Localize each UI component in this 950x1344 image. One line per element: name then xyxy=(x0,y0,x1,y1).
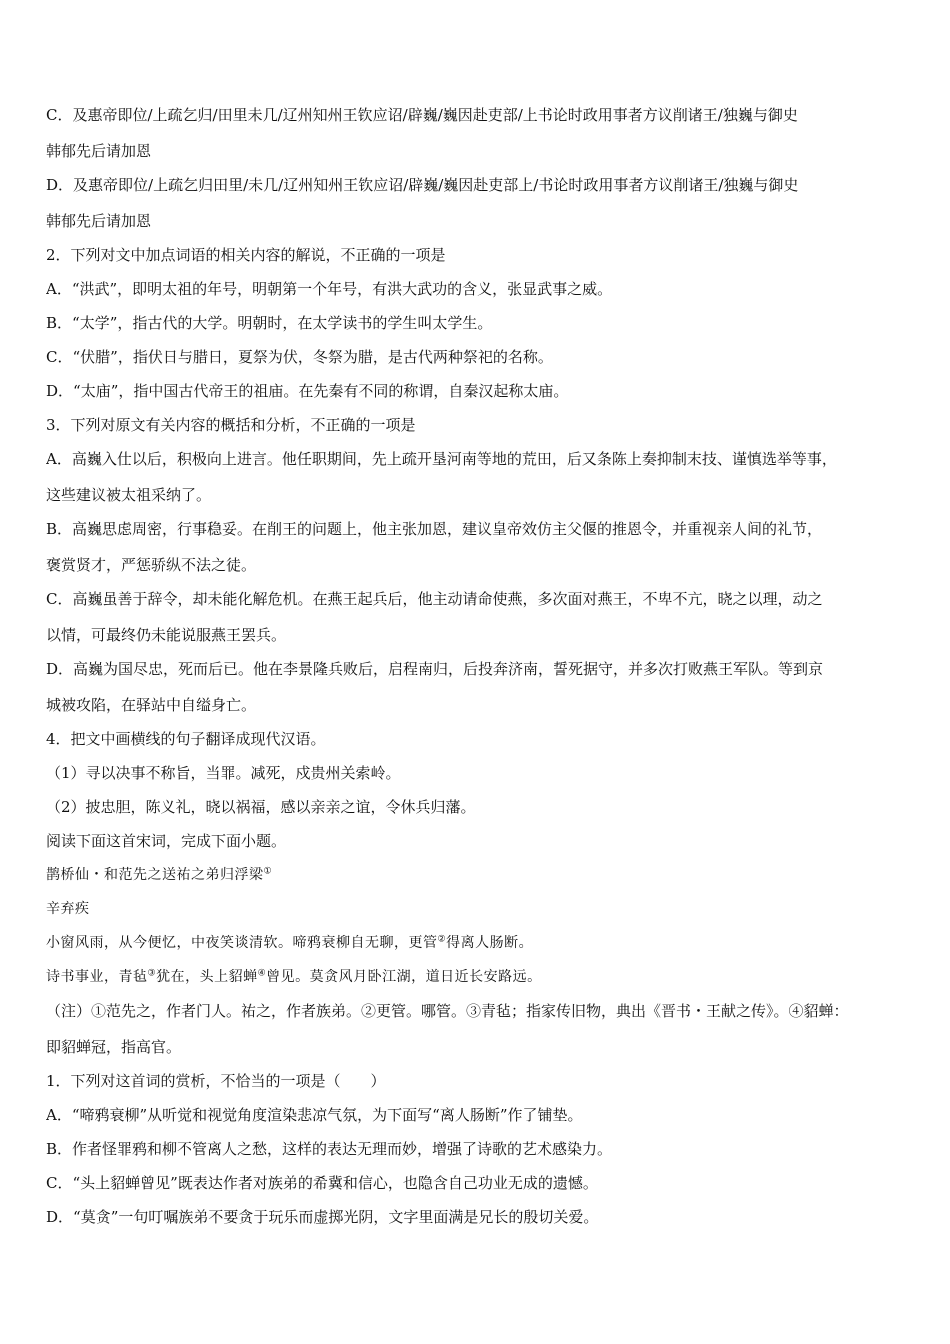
question-3-option-c-continued: 以情，可最终仍未能说服燕王罢兵。 xyxy=(46,626,287,644)
option-d-continued: 韩郁先后请加恩 xyxy=(46,212,152,230)
poem-line-2-note-2: ④ xyxy=(257,968,267,979)
question-3-option-a-continued: 这些建议被太祖采纳了。 xyxy=(46,486,212,504)
poem-line-1 xyxy=(46,926,908,960)
reading-instruction: 阅读下面这首宋词，完成下面小题。 xyxy=(46,832,287,850)
poem-notes-continued: 即貂蝉冠，指高官。 xyxy=(46,1038,182,1056)
document-body xyxy=(46,98,908,1234)
option-d-punctuation: D．及惠帝即位/上疏乞归田里/未几/辽州知州王钦应诏/辟巍/巍因赴吏部上/书论时政用事者方议削诸王/独巍与御史 xyxy=(46,176,799,194)
question-3-option-b-continued: 褒赏贤才，严惩骄纵不法之徒。 xyxy=(46,556,257,574)
poem-title xyxy=(46,858,908,892)
poem-line-2-note-1: ③ xyxy=(147,968,157,979)
poem-line-1-part-b: 得离人肠断。 xyxy=(446,935,534,951)
question-3-option-c: C．高巍虽善于辞令，却未能化解危机。在燕王起兵后，他主动请命使燕，多次面对燕王，不卑不亢，晓之以理，动之 xyxy=(46,590,823,608)
poem-line-2 xyxy=(46,960,908,994)
question-4-item-2: （2）披忠胆，陈义礼，晓以祸福，感以亲亲之谊，令休兵归藩。 xyxy=(46,798,476,816)
poem-question-stem: 1．下列对这首词的赏析，不恰当的一项是（ ） xyxy=(46,1072,386,1090)
poem-line-1-part-a: 小窗风雨，从今便忆，中夜笑谈清软。啼鸦衰柳自无聊，更管 xyxy=(46,935,438,951)
poem-question-option-a: A．“啼鸦衰柳”从听觉和视觉角度渲染悲凉气氛，为下面写“离人肠断”作了铺垫。 xyxy=(46,1106,583,1124)
question-2-stem: 2．下列对文中加点词语的相关内容的解说，不正确的一项是 xyxy=(46,246,446,264)
question-3-option-a: A．高巍入仕以后，积极向上进言。他任职期间，先上疏开垦河南等地的荒田，后又条陈上奏抑制末技、谨慎选举等事， xyxy=(46,450,837,468)
option-c-punctuation: C．及惠帝即位/上疏乞归/田里未几/辽州知州王钦应诏/辟巍/巍因赴吏部/上书论时政用事者方议削诸王/独巍与御史 xyxy=(46,106,798,124)
poem-line-2-part-a: 诗书事业，青毡 xyxy=(46,969,148,985)
question-3-stem: 3．下列对原文有关内容的概括和分析，不正确的一项是 xyxy=(46,416,416,434)
poem-title-text: 鹊桥仙・和范先之送祐之弟归浮梁 xyxy=(46,867,264,883)
poem-question-option-b: B．作者怪罪鸦和柳不管离人之愁，这样的表达无理而妙，增强了诗歌的艺术感染力。 xyxy=(46,1140,613,1158)
poem-title-note: ① xyxy=(263,866,273,877)
poem-line-1-note: ② xyxy=(437,934,447,945)
question-4-item-1: （1）寻以决事不称旨，当罪。减死，戍贵州关索岭。 xyxy=(46,764,401,782)
poem-line-2-part-b: 犹在，头上貂蝉 xyxy=(156,969,258,985)
poem-author: 辛弃疾 xyxy=(46,901,90,917)
question-3-option-d: D．高巍为国尽忠，死而后已。他在李景隆兵败后，启程南归，后投奔济南，誓死据守，并多次打败燕王军队。等到京 xyxy=(46,660,824,678)
poem-notes: （注）①范先之，作者门人。祐之，作者族弟。②更管。哪管。③青毡；指家传旧物，典出《晋书・王献之传》。④貂蝉： xyxy=(46,1002,849,1020)
question-2-option-d: D．“太庙”，指中国古代帝王的祖庙。在先秦有不同的称谓，自秦汉起称太庙。 xyxy=(46,382,569,400)
poem-line-2-part-c: 曾见。莫贪风月卧江湖，道日近长安路远。 xyxy=(266,969,542,985)
question-3-option-b: B．高巍思虑周密，行事稳妥。在削王的问题上，他主张加恩，建议皇帝效仿主父偃的推恩令，并重视亲人间的礼节， xyxy=(46,520,823,538)
question-2-option-b: B．“太学”，指古代的大学。明朝时，在太学读书的学生叫太学生。 xyxy=(46,314,493,332)
question-3-option-d-continued: 城被攻陷，在驿站中自缢身亡。 xyxy=(46,696,257,714)
question-4-stem: 4．把文中画横线的句子翻译成现代汉语。 xyxy=(46,730,326,748)
poem-question-option-d: D．“莫贪”一句叮嘱族弟不要贪于玩乐而虚掷光阴，文字里面满是兄长的殷切关爱。 xyxy=(46,1208,599,1226)
question-2-option-a: A．“洪武”，即明太祖的年号，明朝第一个年号，有洪大武功的含义，张显武事之威。 xyxy=(46,280,613,298)
poem-question-option-c: C．“头上貂蝉曾见”既表达作者对族弟的希冀和信心，也隐含自己功业无成的遗憾。 xyxy=(46,1174,598,1192)
option-c-continued: 韩郁先后请加恩 xyxy=(46,142,152,160)
question-2-option-c: C．“伏腊”，指伏日与腊日，夏祭为伏，冬祭为腊，是古代两种祭祀的名称。 xyxy=(46,348,553,366)
